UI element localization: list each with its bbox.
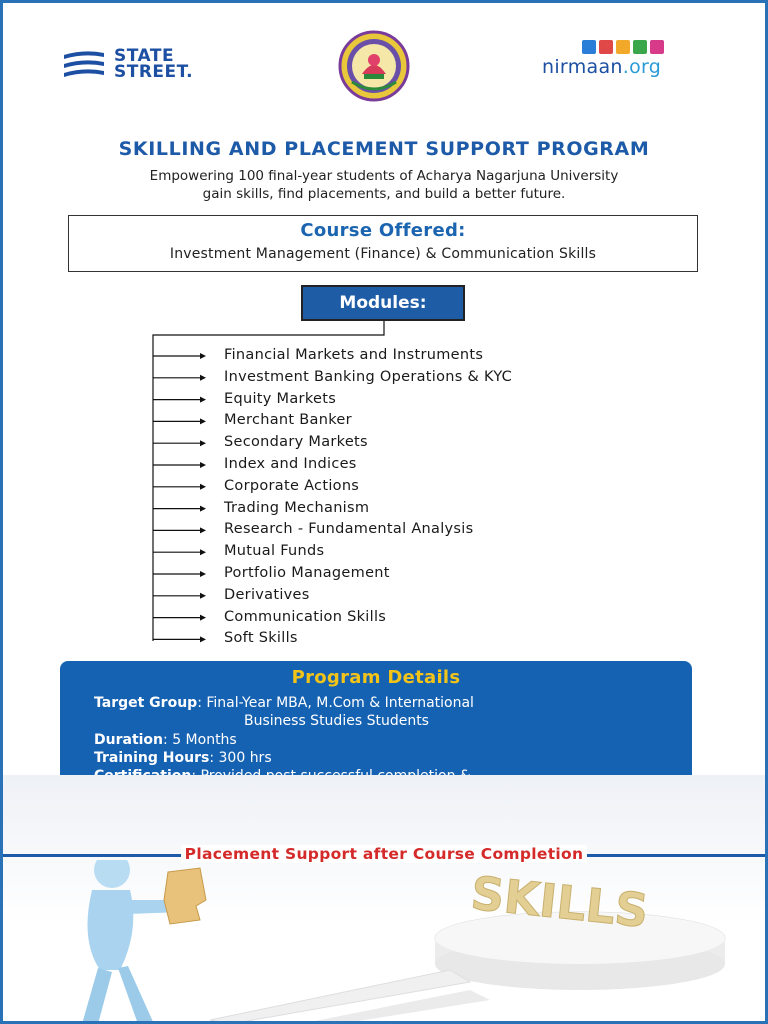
target-group-value-line2: Business Studies Students: [244, 713, 429, 729]
arrow-head-icon: [200, 375, 206, 381]
arrow-head-icon: [200, 418, 206, 424]
state-street-line2: STREET.: [114, 62, 194, 82]
target-group-value-line1: Final-Year MBA, M.Com & International: [206, 695, 474, 711]
module-item: Index and Indices: [224, 455, 357, 472]
arrow-head-icon: [200, 593, 206, 599]
module-item: Soft Skills: [224, 630, 298, 647]
arrow-head-icon: [200, 462, 206, 468]
state-street-line1: STATE: [114, 46, 175, 66]
duration-row: Duration: 5 Months: [94, 732, 237, 748]
arrow-head-icon: [200, 636, 206, 642]
training-hours-label: Training Hours: [94, 750, 210, 766]
modules-heading: Modules:: [301, 285, 465, 321]
arrow-head-icon: [200, 615, 206, 621]
arrow-head-icon: [200, 440, 206, 446]
module-item: Secondary Markets: [224, 434, 368, 451]
figure-holding-puzzle-icon: [82, 860, 206, 1024]
placement-text: Placement Support after Course Completion: [181, 845, 588, 863]
module-item: Trading Mechanism: [224, 499, 370, 516]
module-item: Derivatives: [224, 586, 310, 603]
nirmaan-name: nirmaan: [542, 56, 623, 78]
arrow-head-icon: [200, 549, 206, 555]
intro-line2: gain skills, find placements, and build a better future.: [202, 186, 566, 202]
module-item: Mutual Funds: [224, 543, 325, 560]
program-details-heading: Program Details: [291, 667, 461, 688]
course-heading: Course Offered:: [300, 220, 466, 241]
arrow-head-icon: [200, 506, 206, 512]
duration-label: Duration: [94, 732, 164, 748]
skills-word: SKILLS: [468, 865, 651, 939]
module-item: Financial Markets and Instruments: [224, 347, 484, 363]
module-item: Merchant Banker: [224, 412, 352, 429]
module-item: Portfolio Management: [224, 564, 390, 581]
page-title: SKILLING AND PLACEMENT SUPPORT PROGRAM: [118, 138, 650, 160]
module-item: Equity Markets: [224, 390, 337, 407]
training-hours-row: Training Hours: 300 hrs: [94, 750, 272, 766]
intro-line1: Empowering 100 final-year students of Acharya Nagarjuna University: [149, 168, 619, 184]
course-name: Investment Management (Finance) & Communication Skills: [169, 246, 597, 262]
arrow-head-icon: [200, 571, 206, 577]
arrow-head-icon: [200, 527, 206, 533]
module-item: Investment Banking Operations & KYC: [224, 368, 513, 385]
modules-list: [224, 345, 512, 650]
module-item: Corporate Actions: [224, 477, 360, 494]
duration-value: 5 Months: [172, 732, 237, 748]
module-item: Communication Skills: [224, 608, 387, 625]
nirmaan-suffix: .org: [622, 56, 662, 78]
target-group-row: Target Group: Final-Year MBA, M.Com & International Business Studies Students: [94, 694, 664, 730]
module-item: Research - Fundamental Analysis: [224, 521, 474, 538]
training-hours-value: 300 hrs: [218, 750, 272, 766]
skills-illustration: [0, 860, 768, 1024]
arrow-head-icon: [200, 397, 206, 403]
arrow-head-icon: [200, 353, 206, 359]
target-group-label: Target Group: [94, 695, 198, 711]
arrow-head-icon: [200, 484, 206, 490]
